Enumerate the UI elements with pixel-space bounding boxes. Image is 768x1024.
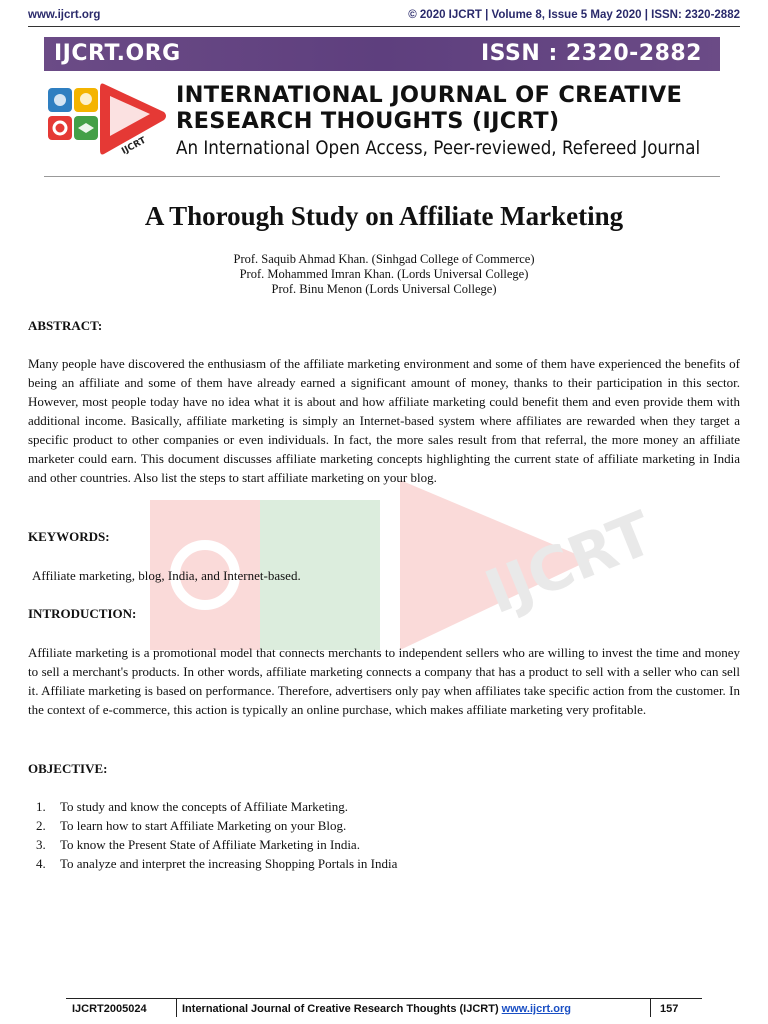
journal-name-line-1: INTERNATIONAL JOURNAL OF CREATIVE [176,82,683,108]
author-2: Prof. Mohammed Imran Khan. (Lords Universal College) [239,267,529,281]
list-item: 1. To study and know the concepts of Affiliate Marketing. [36,799,349,814]
author-3: Prof. Binu Menon (Lords Universal College) [271,282,497,296]
ijcrt-logo-icon [44,78,172,160]
objective-heading: OBJECTIVE: [28,761,108,776]
introduction-heading: INTRODUCTION: [28,606,137,621]
paper-id: IJCRT2005024 [72,1003,147,1015]
header-divider [44,176,720,177]
objective-list [28,797,397,873]
abstract-text: Many people have discovered the enthusiasm of the affiliate marketing environment and some of them have experienced the benefits of being an affiliate and some of them have already earned a significant amount of money, thanks to their participation in this sector. However, most people today have no idea what it is about and how affiliate marketing could benefit them and even provide them with additional income. Basically, affiliate marketing is simply an Internet-based system where affiliates are rewarded when they target a specific product to other companies or even individuals. In fact, the more sales result from that referral, the more money an affiliate marketer could earn. This document discusses affiliate marketing concepts highlighting the current state of affiliate marketing in India and other countries. Also list the steps to start affiliate marketing on your blog. [28,356,740,485]
journal-tagline: An International Open Access, Peer-reviewed, Refereed Journal [176,137,701,159]
author-1: Prof. Saquib Ahmad Khan. (Sinhgad College of Commerce) [233,252,535,266]
banner-site-name: IJCRT.ORG [54,41,181,66]
list-item: 2. To learn how to start Affiliate Marketing on your Blog. [36,818,347,833]
journal-name-line-2: RESEARCH THOUGHTS (IJCRT) [176,108,560,134]
footer-divider [650,999,651,1017]
issue-info: © 2020 IJCRT | Volume 8, Issue 5 May 2020 | ISSN: 2320-2882 [408,9,740,21]
journal-website: www.ijcrt.org [28,9,101,21]
journal-banner [44,37,720,71]
keywords-heading: KEYWORDS: [28,529,110,544]
introduction-text: Affiliate marketing is a promotional model that connects merchants to independent sellers who are willing to invest the time and money to sell a merchant's products. In other words, affiliate marketing connects a company that has a product to sell with a seller who can sell it. Affiliate marketing is based on performance. Therefore, advertisers only pay when affiliates take specific action from the customer. In the context of e-commerce, this action is typically an online purchase, which makes affiliate marketing very profitable. [28,645,740,717]
keywords-text: Affiliate marketing, blog, India, and Internet-based. [32,568,301,583]
page-number: 157 [660,1003,679,1015]
footer-link[interactable]: www.ijcrt.org [501,1003,571,1015]
footer-journal: International Journal of Creative Research Thoughts (IJCRT) www.ijcrt.org [182,1003,571,1015]
running-header [28,6,740,27]
author-list [0,252,768,297]
list-item: 3. To know the Present State of Affiliate Marketing in India. [36,837,360,852]
paper-title: A Thorough Study on Affiliate Marketing [144,201,624,231]
journal-title-block [176,82,726,161]
watermark-text: IJCRT [476,498,663,629]
banner-issn: ISSN : 2320-2882 [480,41,702,66]
list-item: 4. To analyze and interpret the increasing Shopping Portals in India [36,856,398,871]
abstract-heading: ABSTRACT: [28,318,103,333]
page-footer [66,998,702,1019]
footer-divider [176,999,177,1017]
logo-text: IJCRT [120,135,148,157]
